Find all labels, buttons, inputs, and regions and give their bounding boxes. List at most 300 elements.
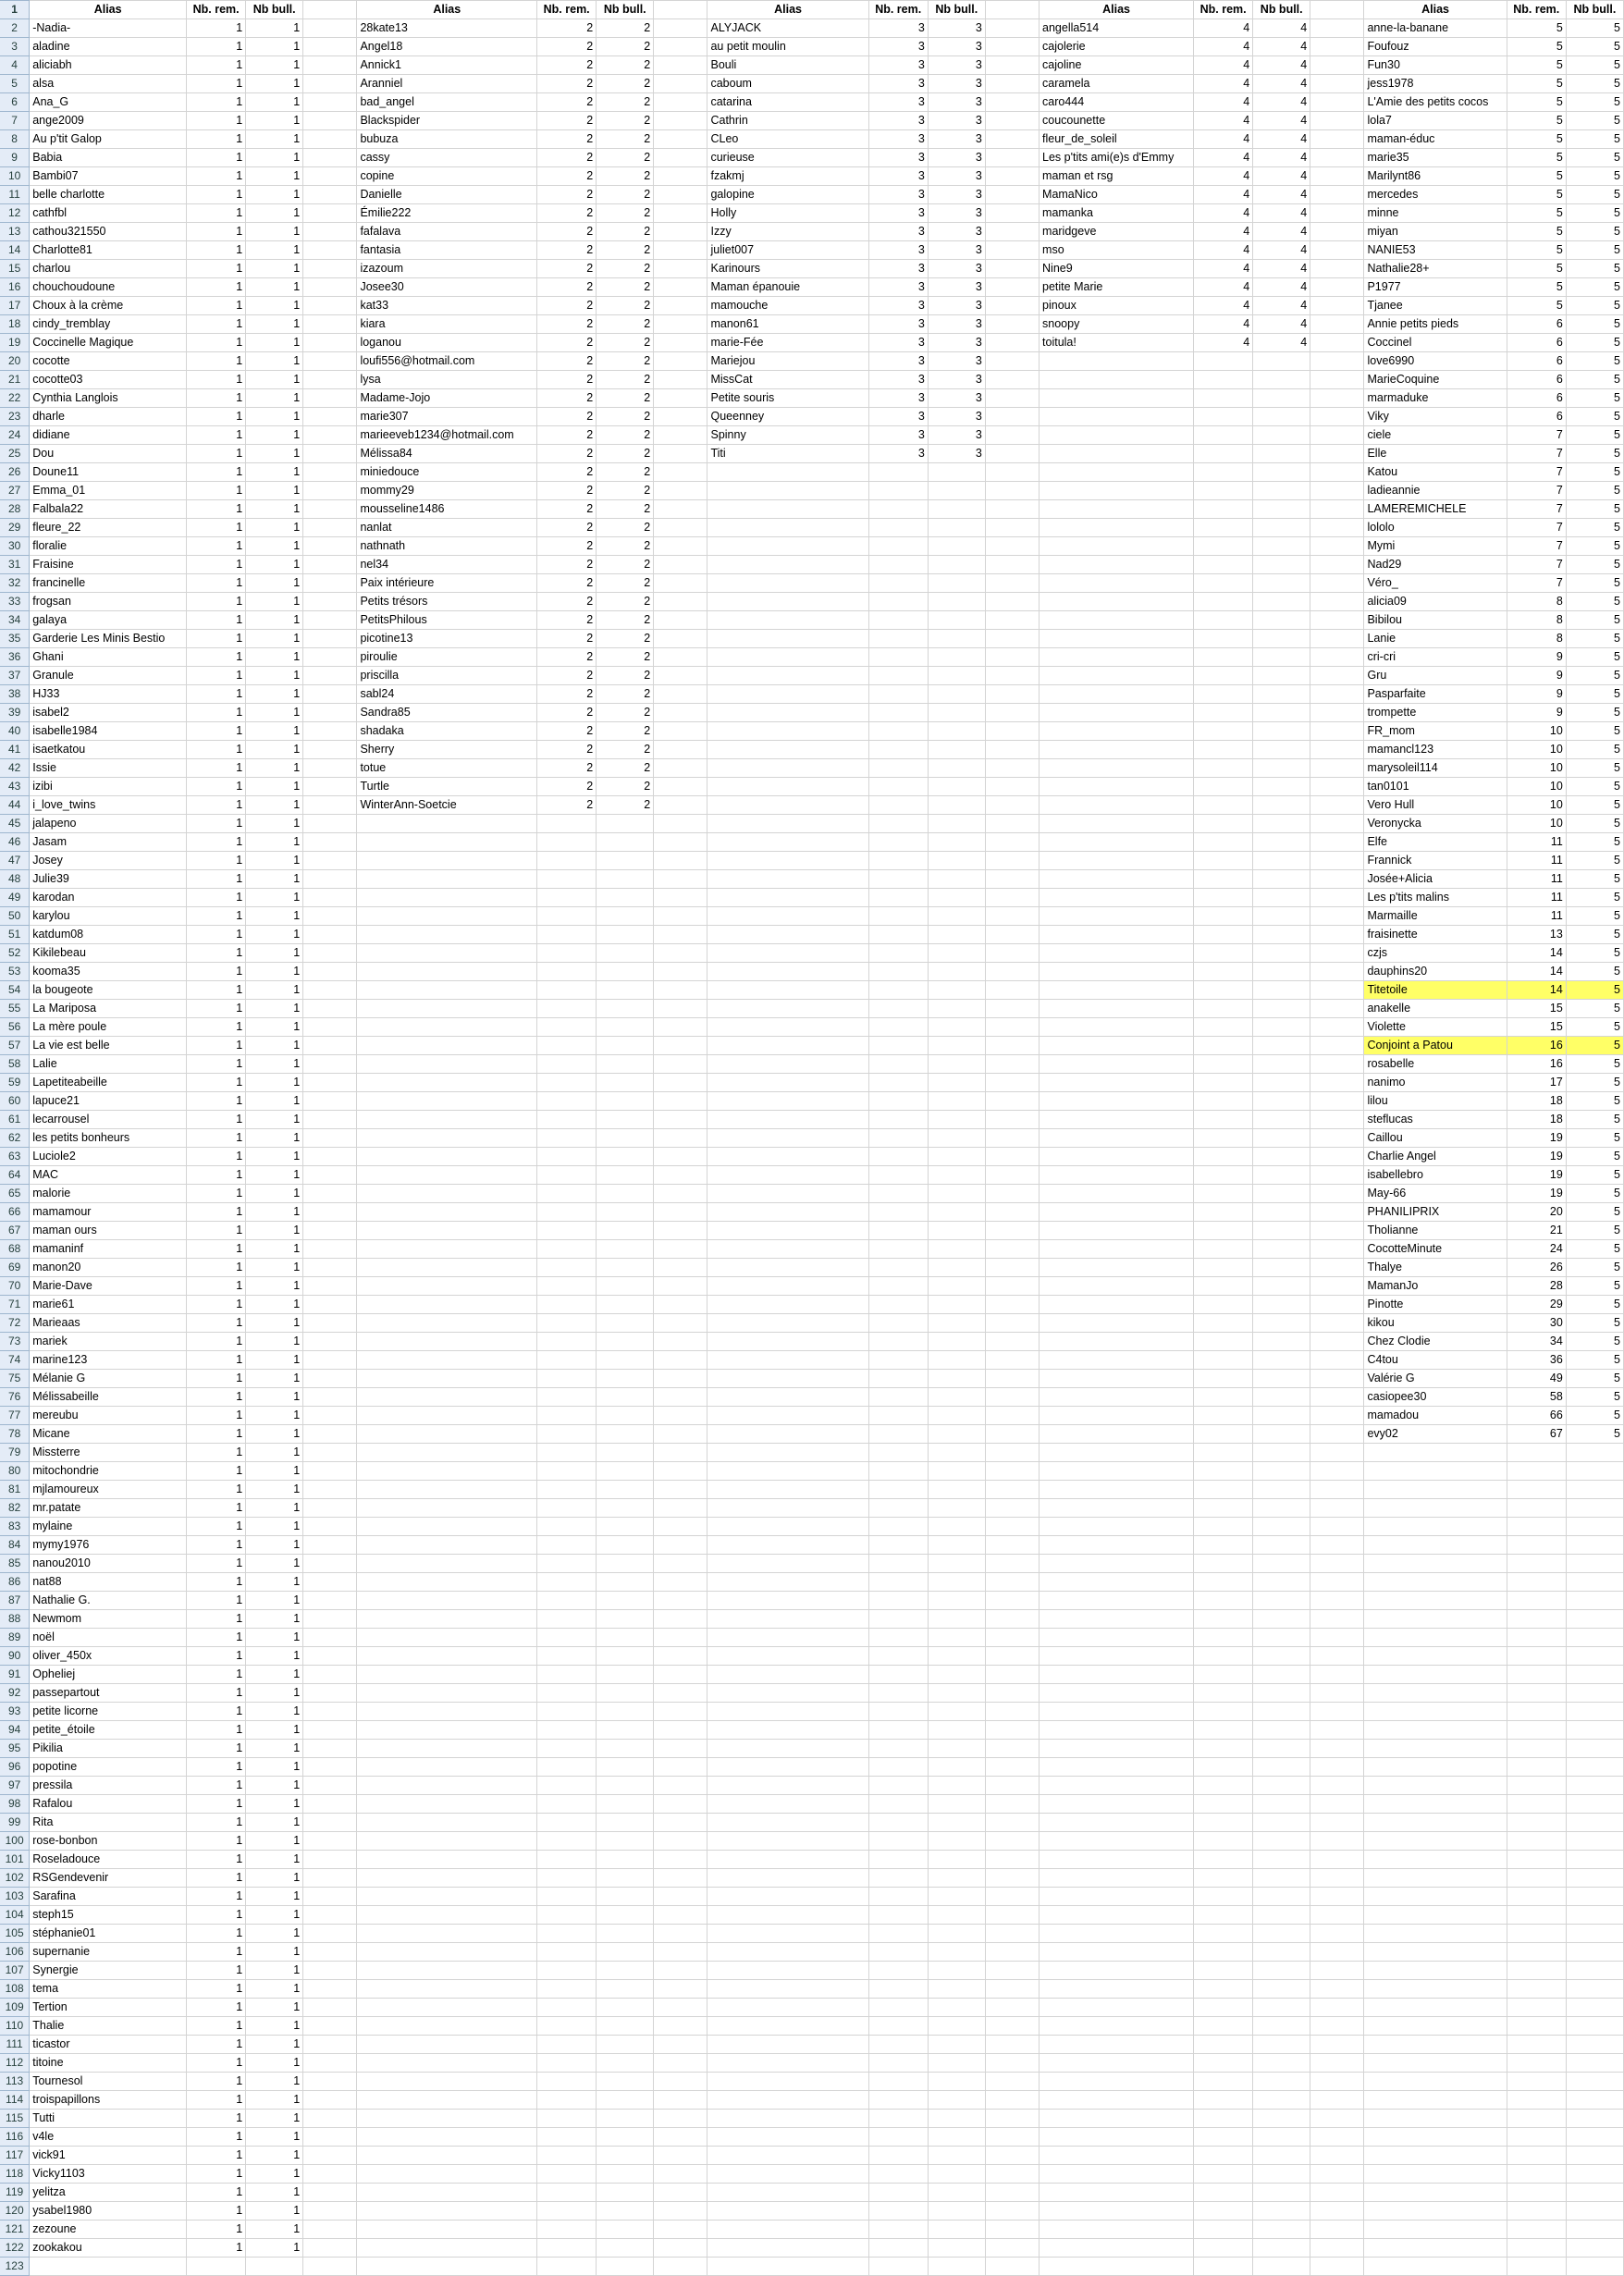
- alias-cell[interactable]: [707, 1296, 868, 1314]
- empty-cell[interactable]: [303, 2239, 357, 2258]
- value-cell[interactable]: [1566, 2165, 1623, 2184]
- value-cell[interactable]: 1: [187, 1037, 246, 1055]
- alias-cell[interactable]: [1040, 1425, 1194, 1444]
- empty-cell[interactable]: [985, 1999, 1039, 2017]
- value-cell[interactable]: [1253, 1555, 1310, 1573]
- value-cell[interactable]: [1253, 537, 1310, 556]
- column-header[interactable]: Nb bull.: [928, 1, 985, 19]
- value-cell[interactable]: 5: [1566, 223, 1623, 241]
- value-cell[interactable]: 1: [187, 981, 246, 1000]
- alias-cell[interactable]: [357, 1111, 537, 1129]
- empty-cell[interactable]: [1310, 944, 1364, 963]
- alias-cell[interactable]: Conjoint a Patou: [1364, 1037, 1507, 1055]
- value-cell[interactable]: [928, 1795, 985, 1814]
- alias-cell[interactable]: [1364, 1962, 1507, 1980]
- empty-cell[interactable]: [303, 93, 357, 112]
- alias-cell[interactable]: [707, 1018, 868, 1037]
- value-cell[interactable]: [868, 1610, 928, 1629]
- value-cell[interactable]: 1: [187, 38, 246, 56]
- value-cell[interactable]: 10: [1507, 778, 1566, 796]
- column-header[interactable]: Nb. rem.: [1194, 1, 1253, 19]
- empty-cell[interactable]: [303, 1999, 357, 2017]
- alias-cell[interactable]: [707, 1203, 868, 1222]
- alias-cell[interactable]: mjlamoureux: [30, 1481, 187, 1499]
- value-cell[interactable]: [597, 1592, 654, 1610]
- value-cell[interactable]: 4: [1253, 223, 1310, 241]
- alias-cell[interactable]: [707, 537, 868, 556]
- empty-cell[interactable]: [985, 297, 1039, 315]
- alias-cell[interactable]: [357, 1869, 537, 1888]
- empty-cell[interactable]: [1310, 1573, 1364, 1592]
- row-header[interactable]: 108: [0, 1980, 30, 1999]
- alias-cell[interactable]: kooma35: [30, 963, 187, 981]
- value-cell[interactable]: 3: [868, 278, 928, 297]
- empty-cell[interactable]: [1310, 1259, 1364, 1277]
- value-cell[interactable]: [868, 1444, 928, 1462]
- value-cell[interactable]: 1: [187, 389, 246, 408]
- empty-cell[interactable]: [985, 796, 1039, 815]
- empty-cell[interactable]: [985, 2128, 1039, 2147]
- empty-cell[interactable]: [303, 1370, 357, 1388]
- alias-cell[interactable]: cocotte: [30, 352, 187, 371]
- empty-cell[interactable]: [654, 2258, 707, 2276]
- value-cell[interactable]: [1253, 1370, 1310, 1388]
- value-cell[interactable]: 4: [1253, 315, 1310, 334]
- value-cell[interactable]: 14: [1507, 963, 1566, 981]
- value-cell[interactable]: [1566, 1777, 1623, 1795]
- value-cell[interactable]: [1566, 1999, 1623, 2017]
- value-cell[interactable]: [597, 1869, 654, 1888]
- empty-cell[interactable]: [654, 408, 707, 426]
- empty-cell[interactable]: [654, 2036, 707, 2054]
- value-cell[interactable]: 1: [246, 1166, 303, 1185]
- alias-cell[interactable]: [1364, 1869, 1507, 1888]
- alias-cell[interactable]: [707, 981, 868, 1000]
- alias-cell[interactable]: [707, 500, 868, 519]
- empty-cell[interactable]: [985, 1388, 1039, 1407]
- value-cell[interactable]: 1: [187, 1259, 246, 1277]
- alias-cell[interactable]: Annick1: [357, 56, 537, 75]
- alias-cell[interactable]: alsa: [30, 75, 187, 93]
- value-cell[interactable]: 1: [246, 1388, 303, 1407]
- value-cell[interactable]: [868, 1573, 928, 1592]
- row-header[interactable]: 13: [0, 223, 30, 241]
- alias-cell[interactable]: [707, 1444, 868, 1462]
- alias-cell[interactable]: [1364, 1555, 1507, 1573]
- value-cell[interactable]: 1: [246, 75, 303, 93]
- value-cell[interactable]: [1253, 1925, 1310, 1943]
- alias-cell[interactable]: Issie: [30, 759, 187, 778]
- empty-cell[interactable]: [985, 1074, 1039, 1092]
- alias-cell[interactable]: [1040, 389, 1194, 408]
- value-cell[interactable]: 5: [1566, 1425, 1623, 1444]
- alias-cell[interactable]: mamanka: [1040, 204, 1194, 223]
- empty-cell[interactable]: [303, 1740, 357, 1758]
- alias-cell[interactable]: [707, 1314, 868, 1333]
- empty-cell[interactable]: [1310, 1277, 1364, 1296]
- value-cell[interactable]: [1194, 1869, 1253, 1888]
- empty-cell[interactable]: [1310, 1222, 1364, 1240]
- empty-cell[interactable]: [985, 130, 1039, 149]
- empty-cell[interactable]: [654, 815, 707, 833]
- value-cell[interactable]: [537, 1536, 597, 1555]
- alias-cell[interactable]: caramela: [1040, 75, 1194, 93]
- empty-cell[interactable]: [1310, 833, 1364, 852]
- value-cell[interactable]: 6: [1507, 315, 1566, 334]
- alias-cell[interactable]: [1040, 1999, 1194, 2017]
- value-cell[interactable]: 9: [1507, 704, 1566, 722]
- empty-cell[interactable]: [985, 352, 1039, 371]
- value-cell[interactable]: 2: [537, 223, 597, 241]
- empty-cell[interactable]: [1310, 630, 1364, 648]
- value-cell[interactable]: 4: [1253, 38, 1310, 56]
- value-cell[interactable]: [1566, 1758, 1623, 1777]
- empty-cell[interactable]: [985, 1962, 1039, 1980]
- alias-cell[interactable]: nanimo: [1364, 1074, 1507, 1092]
- value-cell[interactable]: [928, 1684, 985, 1703]
- alias-cell[interactable]: au petit moulin: [707, 38, 868, 56]
- value-cell[interactable]: 1: [246, 1277, 303, 1296]
- alias-cell[interactable]: [1040, 1388, 1194, 1407]
- alias-cell[interactable]: Valérie G: [1364, 1370, 1507, 1388]
- empty-cell[interactable]: [654, 667, 707, 685]
- row-header[interactable]: 92: [0, 1684, 30, 1703]
- row-header[interactable]: 74: [0, 1351, 30, 1370]
- empty-cell[interactable]: [654, 1573, 707, 1592]
- value-cell[interactable]: [868, 1925, 928, 1943]
- alias-cell[interactable]: Babia: [30, 149, 187, 167]
- value-cell[interactable]: 2: [597, 260, 654, 278]
- value-cell[interactable]: 2: [537, 537, 597, 556]
- value-cell[interactable]: [1566, 1444, 1623, 1462]
- row-header[interactable]: 115: [0, 2110, 30, 2128]
- value-cell[interactable]: [928, 1148, 985, 1166]
- alias-cell[interactable]: Falbala22: [30, 500, 187, 519]
- column-header[interactable]: Nb. rem.: [1507, 1, 1566, 19]
- alias-cell[interactable]: [1040, 1462, 1194, 1481]
- value-cell[interactable]: 1: [246, 1555, 303, 1573]
- alias-cell[interactable]: loganou: [357, 334, 537, 352]
- value-cell[interactable]: 5: [1507, 149, 1566, 167]
- empty-cell[interactable]: [985, 852, 1039, 870]
- alias-cell[interactable]: francinelle: [30, 574, 187, 593]
- row-header[interactable]: 83: [0, 1518, 30, 1536]
- empty-cell[interactable]: [985, 759, 1039, 778]
- row-header[interactable]: 79: [0, 1444, 30, 1462]
- value-cell[interactable]: [868, 870, 928, 889]
- value-cell[interactable]: 2: [597, 648, 654, 667]
- value-cell[interactable]: [928, 1407, 985, 1425]
- empty-cell[interactable]: [985, 1777, 1039, 1795]
- row-header[interactable]: 9: [0, 149, 30, 167]
- value-cell[interactable]: [1194, 741, 1253, 759]
- row-header[interactable]: 16: [0, 278, 30, 297]
- value-cell[interactable]: 2: [537, 149, 597, 167]
- value-cell[interactable]: 5: [1566, 149, 1623, 167]
- alias-cell[interactable]: casiopee30: [1364, 1388, 1507, 1407]
- row-header[interactable]: 25: [0, 445, 30, 463]
- value-cell[interactable]: [1253, 667, 1310, 685]
- alias-cell[interactable]: supernanie: [30, 1943, 187, 1962]
- value-cell[interactable]: [1253, 1869, 1310, 1888]
- value-cell[interactable]: [868, 2036, 928, 2054]
- value-cell[interactable]: 1: [187, 685, 246, 704]
- value-cell[interactable]: 4: [1194, 19, 1253, 38]
- empty-cell[interactable]: [1310, 204, 1364, 223]
- value-cell[interactable]: 5: [1507, 241, 1566, 260]
- empty-cell[interactable]: [985, 1925, 1039, 1943]
- value-cell[interactable]: 7: [1507, 426, 1566, 445]
- value-cell[interactable]: [1194, 1092, 1253, 1111]
- value-cell[interactable]: [1507, 1518, 1566, 1536]
- value-cell[interactable]: [868, 1259, 928, 1277]
- alias-cell[interactable]: maman ours: [30, 1222, 187, 1240]
- value-cell[interactable]: [868, 926, 928, 944]
- value-cell[interactable]: [868, 1777, 928, 1795]
- empty-cell[interactable]: [1310, 1000, 1364, 1018]
- alias-cell[interactable]: fzakmj: [707, 167, 868, 186]
- value-cell[interactable]: 2: [597, 611, 654, 630]
- value-cell[interactable]: 1: [246, 241, 303, 260]
- alias-cell[interactable]: [1364, 1925, 1507, 1943]
- value-cell[interactable]: 5: [1566, 926, 1623, 944]
- value-cell[interactable]: [868, 1906, 928, 1925]
- alias-cell[interactable]: [1364, 1721, 1507, 1740]
- value-cell[interactable]: 1: [187, 926, 246, 944]
- alias-cell[interactable]: [1040, 685, 1194, 704]
- empty-cell[interactable]: [654, 1555, 707, 1573]
- row-header[interactable]: 82: [0, 1499, 30, 1518]
- alias-cell[interactable]: isaetkatou: [30, 741, 187, 759]
- value-cell[interactable]: [868, 815, 928, 833]
- empty-cell[interactable]: [985, 926, 1039, 944]
- value-cell[interactable]: [868, 1555, 928, 1573]
- column-header[interactable]: Alias: [30, 1, 187, 19]
- value-cell[interactable]: [868, 593, 928, 611]
- value-cell[interactable]: [1194, 1462, 1253, 1481]
- value-cell[interactable]: [597, 2017, 654, 2036]
- empty-cell[interactable]: [1310, 2147, 1364, 2165]
- empty-cell[interactable]: [303, 1240, 357, 1259]
- value-cell[interactable]: 1: [246, 1629, 303, 1647]
- value-cell[interactable]: 19: [1507, 1148, 1566, 1166]
- empty-cell[interactable]: [985, 1055, 1039, 1074]
- value-cell[interactable]: [868, 482, 928, 500]
- value-cell[interactable]: [928, 537, 985, 556]
- value-cell[interactable]: 2: [537, 667, 597, 685]
- value-cell[interactable]: [1194, 537, 1253, 556]
- value-cell[interactable]: [537, 1259, 597, 1277]
- alias-cell[interactable]: [1364, 2073, 1507, 2091]
- empty-cell[interactable]: [654, 1296, 707, 1314]
- value-cell[interactable]: 5: [1566, 186, 1623, 204]
- value-cell[interactable]: [537, 2258, 597, 2276]
- value-cell[interactable]: [537, 1388, 597, 1407]
- alias-cell[interactable]: [357, 1148, 537, 1166]
- value-cell[interactable]: 4: [1194, 297, 1253, 315]
- row-header[interactable]: 3: [0, 38, 30, 56]
- empty-cell[interactable]: [654, 1444, 707, 1462]
- empty-cell[interactable]: [1310, 852, 1364, 870]
- value-cell[interactable]: [1253, 556, 1310, 574]
- alias-cell[interactable]: [1040, 482, 1194, 500]
- value-cell[interactable]: [868, 2017, 928, 2036]
- value-cell[interactable]: 2: [537, 19, 597, 38]
- value-cell[interactable]: 5: [1507, 19, 1566, 38]
- value-cell[interactable]: [928, 1999, 985, 2017]
- empty-cell[interactable]: [1310, 1610, 1364, 1629]
- alias-cell[interactable]: Pinotte: [1364, 1296, 1507, 1314]
- value-cell[interactable]: 1: [246, 1055, 303, 1074]
- alias-cell[interactable]: [707, 1222, 868, 1240]
- empty-cell[interactable]: [985, 1610, 1039, 1629]
- value-cell[interactable]: 1: [187, 1740, 246, 1758]
- value-cell[interactable]: [1194, 1518, 1253, 1536]
- alias-cell[interactable]: fraisinette: [1364, 926, 1507, 944]
- alias-cell[interactable]: manon61: [707, 315, 868, 334]
- value-cell[interactable]: [1253, 1000, 1310, 1018]
- value-cell[interactable]: [1253, 1240, 1310, 1259]
- value-cell[interactable]: 2: [597, 426, 654, 445]
- value-cell[interactable]: 5: [1566, 1370, 1623, 1388]
- value-cell[interactable]: 1: [187, 223, 246, 241]
- alias-cell[interactable]: [1040, 445, 1194, 463]
- alias-cell[interactable]: [1040, 981, 1194, 1000]
- value-cell[interactable]: [1253, 685, 1310, 704]
- empty-cell[interactable]: [985, 1425, 1039, 1444]
- alias-cell[interactable]: [707, 852, 868, 870]
- value-cell[interactable]: 5: [1566, 1203, 1623, 1222]
- value-cell[interactable]: [1507, 2110, 1566, 2128]
- alias-cell[interactable]: [707, 944, 868, 963]
- empty-cell[interactable]: [654, 1721, 707, 1740]
- empty-cell[interactable]: [985, 315, 1039, 334]
- alias-cell[interactable]: marine123: [30, 1351, 187, 1370]
- value-cell[interactable]: 3: [928, 93, 985, 112]
- value-cell[interactable]: [1253, 1629, 1310, 1647]
- empty-cell[interactable]: [303, 2165, 357, 2184]
- value-cell[interactable]: 5: [1566, 759, 1623, 778]
- alias-cell[interactable]: La Mariposa: [30, 1000, 187, 1018]
- alias-cell[interactable]: maman-éduc: [1364, 130, 1507, 149]
- alias-cell[interactable]: Charlie Angel: [1364, 1148, 1507, 1166]
- alias-cell[interactable]: [1364, 1647, 1507, 1666]
- empty-cell[interactable]: [654, 223, 707, 241]
- alias-cell[interactable]: [707, 1055, 868, 1074]
- value-cell[interactable]: [868, 1851, 928, 1869]
- value-cell[interactable]: [1253, 1536, 1310, 1555]
- value-cell[interactable]: [537, 2165, 597, 2184]
- alias-cell[interactable]: [1364, 1851, 1507, 1869]
- value-cell[interactable]: [1507, 1758, 1566, 1777]
- empty-cell[interactable]: [1310, 2128, 1364, 2147]
- alias-cell[interactable]: [707, 1351, 868, 1370]
- value-cell[interactable]: 2: [537, 463, 597, 482]
- value-cell[interactable]: [1507, 2147, 1566, 2165]
- value-cell[interactable]: [1194, 1721, 1253, 1740]
- alias-cell[interactable]: Missterre: [30, 1444, 187, 1462]
- empty-cell[interactable]: [654, 981, 707, 1000]
- row-header[interactable]: 56: [0, 1018, 30, 1037]
- row-header[interactable]: 27: [0, 482, 30, 500]
- empty-cell[interactable]: [1310, 759, 1364, 778]
- value-cell[interactable]: 4: [1253, 278, 1310, 297]
- value-cell[interactable]: [537, 1962, 597, 1980]
- alias-cell[interactable]: Gru: [1364, 667, 1507, 685]
- alias-cell[interactable]: [1364, 1518, 1507, 1536]
- value-cell[interactable]: 5: [1566, 112, 1623, 130]
- alias-cell[interactable]: [707, 463, 868, 482]
- value-cell[interactable]: 2: [597, 593, 654, 611]
- value-cell[interactable]: [1566, 1832, 1623, 1851]
- value-cell[interactable]: [1566, 2239, 1623, 2258]
- alias-cell[interactable]: mamadou: [1364, 1407, 1507, 1425]
- value-cell[interactable]: 2: [537, 796, 597, 815]
- empty-cell[interactable]: [985, 611, 1039, 630]
- value-cell[interactable]: [928, 2239, 985, 2258]
- value-cell[interactable]: 1: [187, 2091, 246, 2110]
- alias-cell[interactable]: Nathalie G.: [30, 1592, 187, 1610]
- value-cell[interactable]: 1: [246, 1444, 303, 1462]
- empty-cell[interactable]: [985, 1092, 1039, 1111]
- alias-cell[interactable]: [1040, 1666, 1194, 1684]
- empty-cell[interactable]: [303, 1906, 357, 1925]
- empty-cell[interactable]: [303, 371, 357, 389]
- value-cell[interactable]: [537, 1148, 597, 1166]
- empty-cell[interactable]: [654, 186, 707, 204]
- empty-cell[interactable]: [985, 1758, 1039, 1777]
- value-cell[interactable]: 6: [1507, 352, 1566, 371]
- row-header[interactable]: 65: [0, 1185, 30, 1203]
- value-cell[interactable]: 1: [187, 204, 246, 223]
- empty-cell[interactable]: [985, 1203, 1039, 1222]
- value-cell[interactable]: 2: [537, 241, 597, 260]
- alias-cell[interactable]: [1040, 2184, 1194, 2202]
- value-cell[interactable]: [868, 2202, 928, 2221]
- alias-cell[interactable]: Titi: [707, 445, 868, 463]
- alias-cell[interactable]: [1040, 833, 1194, 852]
- empty-cell[interactable]: [654, 2239, 707, 2258]
- row-header[interactable]: 64: [0, 1166, 30, 1185]
- value-cell[interactable]: [1566, 1462, 1623, 1481]
- alias-cell[interactable]: [30, 2258, 187, 2276]
- value-cell[interactable]: [928, 1980, 985, 1999]
- value-cell[interactable]: 2: [537, 93, 597, 112]
- value-cell[interactable]: 1: [246, 1647, 303, 1666]
- value-cell[interactable]: [928, 1185, 985, 1203]
- value-cell[interactable]: [1253, 1795, 1310, 1814]
- value-cell[interactable]: [1253, 1758, 1310, 1777]
- alias-cell[interactable]: Josée+Alicia: [1364, 870, 1507, 889]
- value-cell[interactable]: [597, 2073, 654, 2091]
- empty-cell[interactable]: [303, 556, 357, 574]
- alias-cell[interactable]: [357, 1092, 537, 1111]
- value-cell[interactable]: 1: [246, 1925, 303, 1943]
- alias-cell[interactable]: [1040, 1888, 1194, 1906]
- empty-cell[interactable]: [1310, 722, 1364, 741]
- row-header[interactable]: 57: [0, 1037, 30, 1055]
- alias-cell[interactable]: [1364, 1980, 1507, 1999]
- alias-cell[interactable]: RSGendevenir: [30, 1869, 187, 1888]
- alias-cell[interactable]: [1040, 1277, 1194, 1296]
- value-cell[interactable]: [537, 1481, 597, 1499]
- value-cell[interactable]: 1: [246, 593, 303, 611]
- empty-cell[interactable]: [303, 926, 357, 944]
- value-cell[interactable]: [1194, 2165, 1253, 2184]
- value-cell[interactable]: [1507, 2184, 1566, 2202]
- alias-cell[interactable]: [1364, 2017, 1507, 2036]
- empty-cell[interactable]: [654, 963, 707, 981]
